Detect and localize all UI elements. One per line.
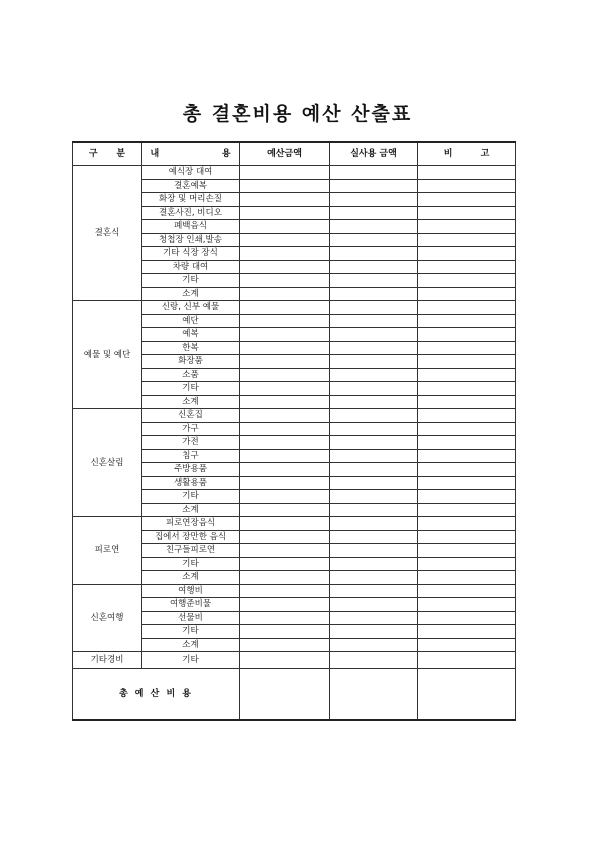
item-label: 차량 대여	[142, 260, 240, 274]
item-label: 생활용품	[142, 476, 240, 490]
note-cell[interactable]	[418, 355, 516, 369]
note-cell[interactable]	[418, 584, 516, 598]
item-label: 신혼집	[142, 409, 240, 423]
actual-cell[interactable]	[330, 584, 418, 598]
item-label: 예식장 대여	[142, 166, 240, 180]
budget-cell[interactable]	[240, 287, 330, 301]
budget-cell[interactable]	[240, 463, 330, 477]
budget-cell[interactable]	[240, 598, 330, 612]
item-label: 여행준비물	[142, 598, 240, 612]
budget-cell[interactable]	[240, 220, 330, 234]
budget-cell[interactable]	[240, 179, 330, 193]
note-cell[interactable]	[418, 463, 516, 477]
note-cell[interactable]	[418, 449, 516, 463]
note-cell[interactable]	[418, 517, 516, 531]
actual-cell[interactable]	[330, 395, 418, 409]
item-label: 소계	[142, 638, 240, 652]
actual-cell[interactable]	[330, 422, 418, 436]
item-label: 화장 및 머리손질	[142, 193, 240, 207]
note-cell[interactable]	[418, 571, 516, 585]
actual-cell[interactable]	[330, 193, 418, 207]
budget-cell[interactable]	[240, 571, 330, 585]
item-label: 기타	[142, 557, 240, 571]
item-label: 결혼사진, 비디오	[142, 206, 240, 220]
budget-cell[interactable]	[240, 314, 330, 328]
table-row	[73, 409, 516, 423]
actual-cell[interactable]	[330, 409, 418, 423]
item-label: 선물비	[142, 611, 240, 625]
total-budget-cell[interactable]	[240, 669, 330, 721]
item-label: 소계	[142, 287, 240, 301]
header-row	[73, 142, 516, 166]
header-budget: 예산금액	[240, 142, 330, 166]
item-label: 침구	[142, 449, 240, 463]
budget-table	[72, 141, 516, 721]
budget-cell[interactable]	[240, 449, 330, 463]
budget-cell[interactable]	[240, 652, 330, 669]
header-category: 구 분	[73, 142, 142, 166]
note-cell[interactable]	[418, 368, 516, 382]
budget-cell[interactable]	[240, 355, 330, 369]
budget-cell[interactable]	[240, 476, 330, 490]
actual-cell[interactable]	[330, 571, 418, 585]
item-label: 친구들피로연	[142, 544, 240, 558]
note-cell[interactable]	[418, 233, 516, 247]
header-note: 비 고	[418, 142, 516, 166]
actual-cell[interactable]	[330, 301, 418, 315]
note-cell[interactable]	[418, 166, 516, 180]
budget-cell[interactable]	[240, 503, 330, 517]
item-label: 집에서 장만한 음식	[142, 530, 240, 544]
actual-cell[interactable]	[330, 206, 418, 220]
note-cell[interactable]	[418, 598, 516, 612]
item-label: 소계	[142, 503, 240, 517]
actual-cell[interactable]	[330, 530, 418, 544]
item-label: 기타	[142, 625, 240, 639]
budget-cell[interactable]	[240, 247, 330, 261]
actual-cell[interactable]	[330, 341, 418, 355]
note-cell[interactable]	[418, 287, 516, 301]
category-cell: 피로연	[73, 517, 142, 585]
item-label: 가구	[142, 422, 240, 436]
budget-cell[interactable]	[240, 274, 330, 288]
note-cell[interactable]	[418, 638, 516, 652]
actual-cell[interactable]	[330, 382, 418, 396]
budget-cell[interactable]	[240, 638, 330, 652]
table-row	[73, 517, 516, 531]
item-label: 소품	[142, 368, 240, 382]
actual-cell[interactable]	[330, 490, 418, 504]
note-cell[interactable]	[418, 206, 516, 220]
page-title: 총 결혼비용 예산 산출표	[182, 103, 413, 125]
actual-cell[interactable]	[330, 247, 418, 261]
budget-cell[interactable]	[240, 328, 330, 342]
note-cell[interactable]	[418, 652, 516, 669]
note-cell[interactable]	[418, 476, 516, 490]
item-label: 소계	[142, 571, 240, 585]
budget-cell[interactable]	[240, 611, 330, 625]
actual-cell[interactable]	[330, 260, 418, 274]
actual-cell[interactable]	[330, 449, 418, 463]
actual-cell[interactable]	[330, 328, 418, 342]
actual-cell[interactable]	[330, 314, 418, 328]
budget-cell[interactable]	[240, 193, 330, 207]
budget-cell[interactable]	[240, 301, 330, 315]
actual-cell[interactable]	[330, 436, 418, 450]
note-cell[interactable]	[418, 557, 516, 571]
note-cell[interactable]	[418, 611, 516, 625]
item-label: 한복	[142, 341, 240, 355]
budget-cell[interactable]	[240, 166, 330, 180]
category-cell: 신혼여행	[73, 584, 142, 652]
item-label: 신랑, 신부 예물	[142, 301, 240, 315]
item-label: 여행비	[142, 584, 240, 598]
note-cell[interactable]	[418, 625, 516, 639]
table-row	[73, 166, 516, 180]
budget-cell[interactable]	[240, 557, 330, 571]
budget-cell[interactable]	[240, 341, 330, 355]
budget-cell[interactable]	[240, 382, 330, 396]
note-cell[interactable]	[418, 179, 516, 193]
actual-cell[interactable]	[330, 503, 418, 517]
actual-cell[interactable]	[330, 368, 418, 382]
note-cell[interactable]	[418, 382, 516, 396]
table-row	[73, 584, 516, 598]
item-label: 결혼예복	[142, 179, 240, 193]
budget-cell[interactable]	[240, 422, 330, 436]
note-cell[interactable]	[418, 193, 516, 207]
actual-cell[interactable]	[330, 544, 418, 558]
note-cell[interactable]	[418, 260, 516, 274]
actual-cell[interactable]	[330, 611, 418, 625]
actual-cell[interactable]	[330, 557, 418, 571]
actual-cell[interactable]	[330, 463, 418, 477]
budget-cell[interactable]	[240, 368, 330, 382]
item-label: 가전	[142, 436, 240, 450]
item-label: 주방용품	[142, 463, 240, 477]
budget-cell[interactable]	[240, 436, 330, 450]
item-label: 예단	[142, 314, 240, 328]
table-row	[73, 301, 516, 315]
note-cell[interactable]	[418, 314, 516, 328]
budget-cell[interactable]	[240, 584, 330, 598]
budget-cell[interactable]	[240, 409, 330, 423]
item-label: 예복	[142, 328, 240, 342]
item-label: 폐백음식	[142, 220, 240, 234]
actual-cell[interactable]	[330, 355, 418, 369]
item-label: 기타	[142, 274, 240, 288]
category-cell: 신혼살림	[73, 409, 142, 517]
actual-cell[interactable]	[330, 638, 418, 652]
note-cell[interactable]	[418, 436, 516, 450]
budget-cell[interactable]	[240, 530, 330, 544]
total-note-cell[interactable]	[418, 669, 516, 721]
actual-cell[interactable]	[330, 233, 418, 247]
actual-cell[interactable]	[330, 517, 418, 531]
budget-cell[interactable]	[240, 625, 330, 639]
note-cell[interactable]	[418, 395, 516, 409]
note-cell[interactable]	[418, 530, 516, 544]
total-actual-cell[interactable]	[330, 669, 418, 721]
actual-cell[interactable]	[330, 179, 418, 193]
note-cell[interactable]	[418, 274, 516, 288]
actual-cell[interactable]	[330, 598, 418, 612]
item-label: 소계	[142, 395, 240, 409]
budget-cell[interactable]	[240, 260, 330, 274]
note-cell[interactable]	[418, 220, 516, 234]
item-label: 화장품	[142, 355, 240, 369]
note-cell[interactable]	[418, 301, 516, 315]
item-label: 기타 식장 장식	[142, 247, 240, 261]
category-cell: 예물 및 예단	[73, 301, 142, 409]
budget-cell[interactable]	[240, 517, 330, 531]
note-cell[interactable]	[418, 544, 516, 558]
category-cell: 결혼식	[73, 166, 142, 301]
actual-cell[interactable]	[330, 166, 418, 180]
note-cell[interactable]	[418, 409, 516, 423]
note-cell[interactable]	[418, 247, 516, 261]
item-label: 청첩장 인쇄,발송	[142, 233, 240, 247]
actual-cell[interactable]	[330, 652, 418, 669]
item-label: 기타	[142, 382, 240, 396]
note-cell[interactable]	[418, 422, 516, 436]
actual-cell[interactable]	[330, 274, 418, 288]
note-cell[interactable]	[418, 503, 516, 517]
table-row	[73, 652, 516, 669]
total-label: 총 예 산 비 용	[73, 669, 240, 721]
budget-cell[interactable]	[240, 206, 330, 220]
actual-cell[interactable]	[330, 625, 418, 639]
note-cell[interactable]	[418, 490, 516, 504]
item-label: 기타	[142, 490, 240, 504]
item-label: 피로연장음식	[142, 517, 240, 531]
budget-cell[interactable]	[240, 233, 330, 247]
item-label: 기타	[142, 652, 240, 669]
category-cell: 기타경비	[73, 652, 142, 669]
budget-cell[interactable]	[240, 395, 330, 409]
note-cell[interactable]	[418, 328, 516, 342]
actual-cell[interactable]	[330, 476, 418, 490]
budget-cell[interactable]	[240, 544, 330, 558]
note-cell[interactable]	[418, 341, 516, 355]
actual-cell[interactable]	[330, 287, 418, 301]
header-actual: 실사용 금액	[330, 142, 418, 166]
budget-table-body	[73, 142, 516, 720]
total-row	[73, 669, 516, 721]
actual-cell[interactable]	[330, 220, 418, 234]
budget-cell[interactable]	[240, 490, 330, 504]
header-content: 내 용	[142, 142, 240, 166]
